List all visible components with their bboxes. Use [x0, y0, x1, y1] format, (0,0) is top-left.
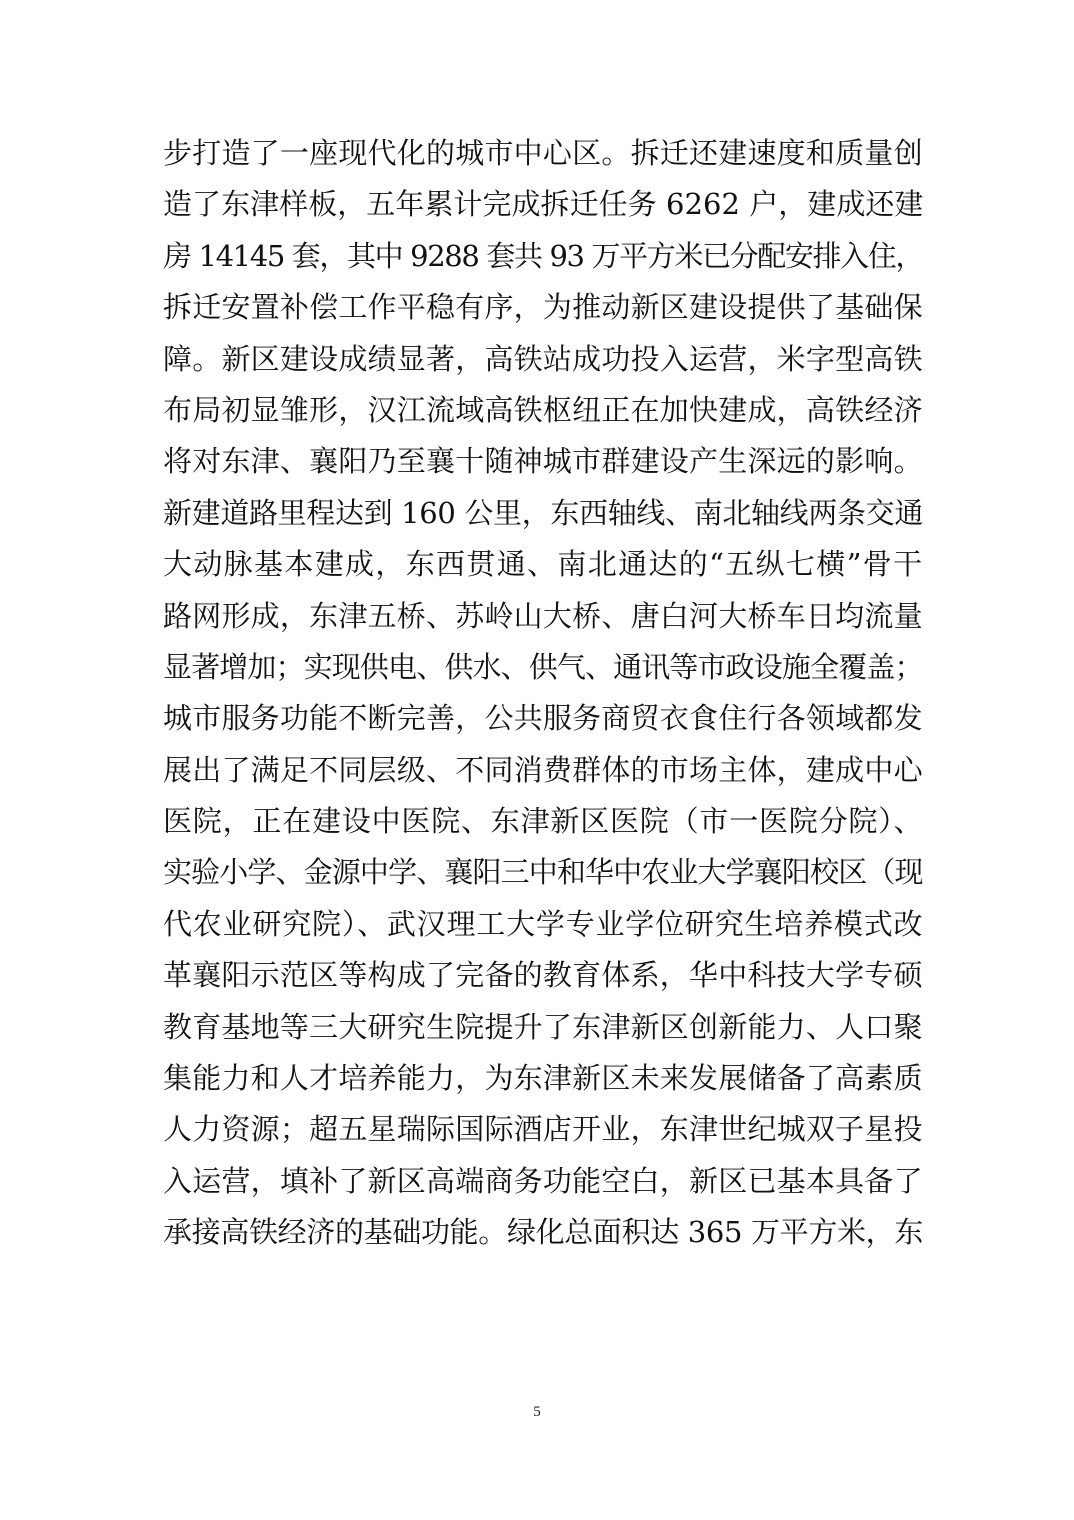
- text-line: 大动脉基本建成，东西贯通、南北通达的“五纵七横”骨干: [163, 547, 924, 582]
- text-line: 障。新区建设成绩显著，高铁站成功投入运营，米字型高铁: [163, 341, 923, 376]
- text-line: 拆迁安置补偿工作平稳有序，为推动新区建设提供了基础保: [163, 290, 923, 325]
- text-line: 承接高铁经济的基础功能。绿化总面积达 365 万平方米，东: [163, 1215, 923, 1250]
- text-line: 集能力和人才培养能力，为东津新区未来发展储备了高素质: [163, 1061, 923, 1096]
- text-line: 教育基地等三大研究生院提升了东津新区创新能力、人口聚: [163, 1009, 923, 1044]
- text-line: 代农业研究院）、武汉理工大学专业学位研究生培养模式改: [163, 906, 924, 941]
- text-line: 革襄阳示范区等构成了完备的教育体系，华中科技大学专硕: [163, 958, 923, 993]
- page-number: 5: [533, 1404, 541, 1420]
- text-line: 造了东津样板，五年累计完成拆迁任务 6262 户，建成还建: [163, 187, 924, 222]
- text-line: 显著增加；实现供电、供水、供气、通讯等市政设施全覆盖；: [163, 649, 923, 684]
- text-line: 展出了满足不同层级、不同消费群体的市场主体，建成中心: [163, 752, 923, 787]
- text-line: 实验小学、金源中学、襄阳三中和华中农业大学襄阳校区（现: [163, 855, 923, 890]
- text-line: 将对东津、襄阳乃至襄十随神城市群建设产生深远的影响。: [163, 444, 923, 479]
- text-line: 路网形成，东津五桥、苏岭山大桥、唐白河大桥车日均流量: [163, 598, 923, 633]
- body-text: [163, 128, 923, 1259]
- text-line: 入运营，填补了新区高端商务功能空白，新区已基本具备了: [163, 1163, 923, 1198]
- text-line: 布局初显雏形，汉江流域高铁枢纽正在加快建成，高铁经济: [163, 392, 923, 427]
- text-line: 医院，正在建设中医院、东津新区医院（市一医院分院）、: [163, 804, 924, 839]
- text-line: 人力资源；超五星瑞际国际酒店开业，东津世纪城双子星投: [163, 1112, 923, 1147]
- text-line: 城市服务功能不断完善，公共服务商贸衣食住行各领域都发: [163, 701, 923, 736]
- text-line: 步打造了一座现代化的城市中心区。拆迁还建速度和质量创: [163, 136, 923, 170]
- text-line: 房 14145 套，其中 9288 套共 93 万平方米已分配安排入住，: [163, 238, 924, 273]
- text-line: 新建道路里程达到 160 公里，东西轴线、南北轴线两条交通: [163, 495, 923, 530]
